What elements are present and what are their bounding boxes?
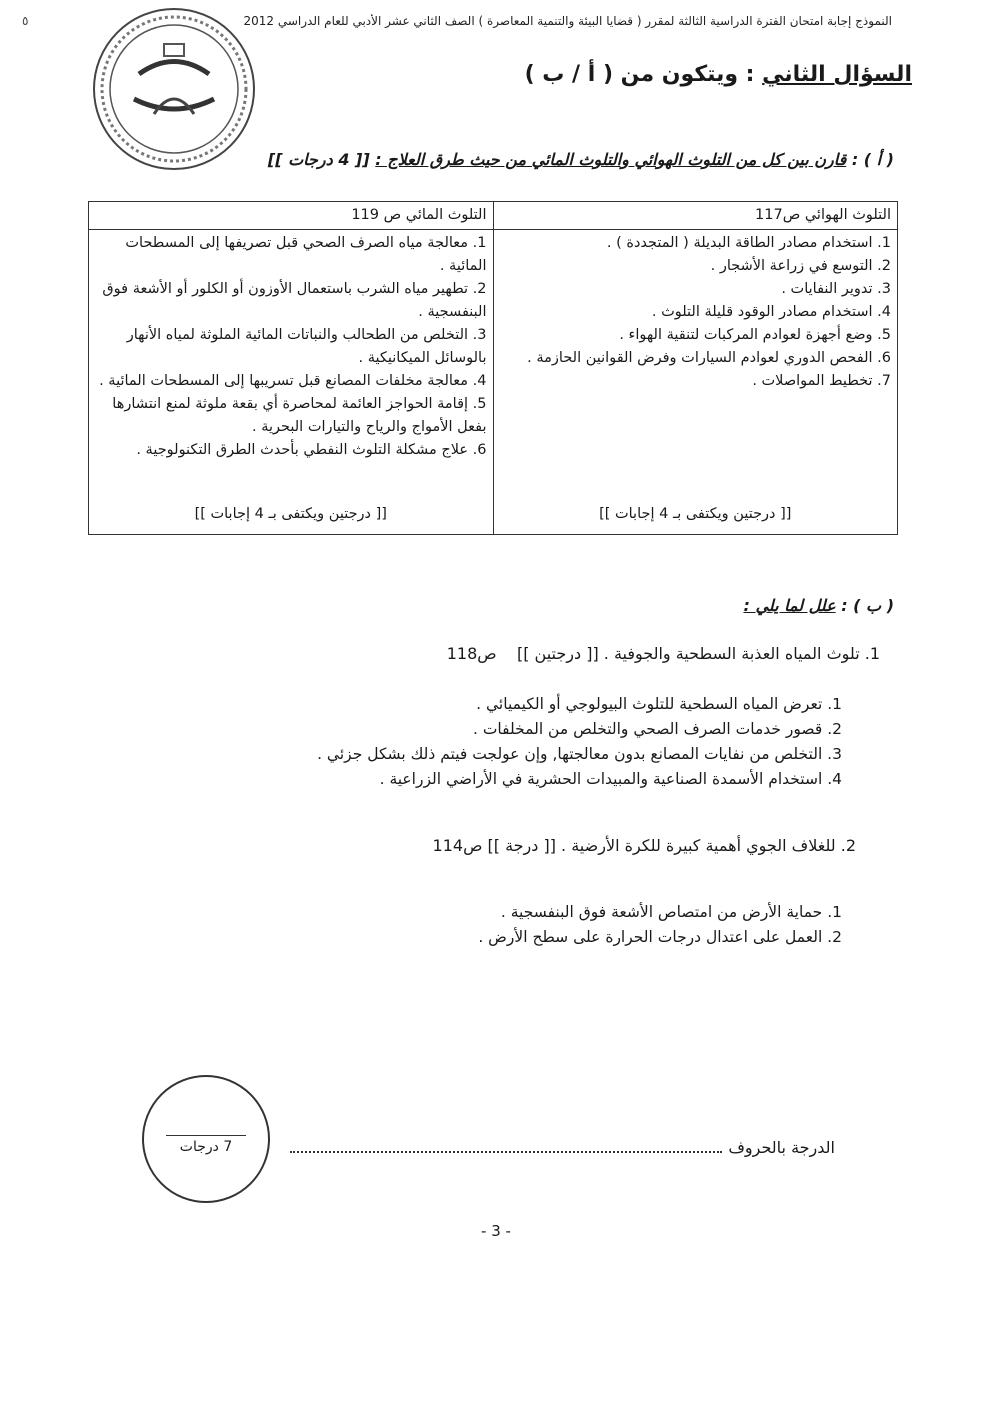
list-item: 2. التوسع في زراعة الأشجار . [710, 258, 891, 274]
grade-total: 7 درجات [179, 1139, 233, 1155]
seal-icon [84, 4, 264, 174]
sub-question-1-page: ص118 [446, 644, 497, 663]
grade-in-words [290, 1138, 835, 1157]
sub-question-1-text: 1. تلوث المياه العذبة السطحية والجوفية . [[ درجتين ]] [516, 644, 880, 663]
header-line: النموذج إجابة امتحان الفترة الدراسية الثالثة لمقرر ( قضايا البيئة والتنمية المعاصرة ) الصف الثاني عشر الأدبي للعام الدراسي 2012 [243, 14, 892, 28]
sub-question-2-answers [478, 900, 842, 950]
part-b-label: ( ب ) : [841, 596, 894, 615]
grade-in-words-label: الدرجة بالحروف [728, 1138, 835, 1157]
list-item: 1. استخدام مصادر الطاقة البديلة ( المتجددة ) . [606, 235, 891, 251]
official-seal [84, 4, 264, 174]
list-item: 4. معالجة مخلفات المصانع قبل تسريبها إلى المسطحات المائية . [99, 373, 487, 389]
comparison-table [88, 201, 898, 535]
list-item: 2. تطهير مياه الشرب باستعمال الأوزون أو الكلور أو الأشعة فوق البنفسجية . [102, 281, 487, 320]
part-b-heading [743, 596, 894, 615]
part-a-instruction: قارن بين كل من التلوث الهوائي والتلوث المائي من حيث طرق العلاج : [375, 150, 847, 169]
list-item: 3. تدوير النفايات . [781, 281, 891, 297]
sub-question-2 [433, 836, 856, 855]
sub-question-1 [447, 644, 880, 663]
list-item: 4. استخدام مصادر الوقود قليلة التلوث . [651, 304, 891, 320]
air-treatments-list [500, 232, 892, 393]
grade-divider [166, 1135, 246, 1136]
air-treatments-cell [493, 230, 898, 535]
list-item: 5. إقامة الحواجز العائمة لمحاصرة أي بقعة ملوثة لمنع انتشارها بفعل الأمواج والرياح والتيارات البحرية . [112, 396, 487, 435]
list-item: 5. وضع أجهزة لعوادم المركبات لتنقية الهواء . [619, 327, 891, 343]
list-item: 1. معالجة مياه الصرف الصحي قبل تصريفها إلى المسطحات المائية . [125, 235, 487, 274]
list-item: 6. الفحص الدوري لعوادم السيارات وفرض القوانين الحازمة . [527, 350, 891, 366]
air-grade-note: [[ درجتين ويكتفى بـ 4 إجابات ]] [599, 506, 792, 522]
water-treatments-cell [89, 230, 494, 535]
list-item: 4. استخدام الأسمدة الصناعية والمبيدات الحشرية في الأراضي الزراعية . [379, 770, 842, 788]
list-item: 1. حماية الأرض من امتصاص الأشعة فوق البنفسجية . [500, 903, 842, 921]
table-header-row [89, 202, 898, 230]
sub-question-2-page: ص114 [432, 836, 483, 855]
list-item: 3. التخلص من الطحالب والنباتات المائية الملوثة لمياه الأنهار بالوسائل الميكانيكية . [126, 327, 487, 366]
list-item: 2. قصور خدمات الصرف الصحي والتخلص من المخلفات . [472, 720, 842, 738]
header-air-pollution: التلوث الهوائي ص117 [493, 202, 898, 230]
part-a-heading [268, 150, 894, 169]
list-item: 1. تعرض المياه السطحية للتلوث البيولوجي أو الكيميائي . [476, 695, 842, 713]
part-a-marks: [[ 4 درجات ]] [267, 150, 370, 169]
grade-circle [142, 1075, 270, 1203]
header-water-pollution: التلوث المائي ص 119 [89, 202, 494, 230]
sub-question-2-text: 2. للغلاف الجوي أهمية كبيرة للكرة الأرضية . [[ درجة ]] [487, 836, 856, 855]
sub-question-1-answers [317, 692, 842, 792]
part-b-instruction: علل لما يلي : [743, 596, 836, 615]
list-item: 3. التخلص من نفايات المصانع بدون معالجتها, وإن عولجت فيتم ذلك بشكل جزئي . [317, 745, 842, 763]
question-title-main: السؤال الثاني [762, 62, 912, 87]
part-a-label: ( أ ) : [851, 150, 894, 169]
table-row [89, 230, 898, 535]
list-item: 7. تخطيط المواصلات . [752, 373, 891, 389]
question-title-sub: : ويتكون من ( أ / ب ) [524, 62, 755, 87]
corner-mark: ٥ [22, 14, 29, 28]
water-treatments-list [95, 232, 487, 462]
grade-in-words-blank [290, 1150, 722, 1153]
list-item: 2. العمل على اعتدال درجات الحرارة على سطح الأرض . [478, 928, 842, 946]
question-title [525, 62, 912, 87]
water-grade-note: [[ درجتين ويكتفى بـ 4 إجابات ]] [194, 506, 387, 522]
page-number: - 3 - [481, 1222, 511, 1240]
list-item: 6. علاج مشكلة التلوث النفطي بأحدث الطرق التكنولوجية . [136, 442, 487, 458]
